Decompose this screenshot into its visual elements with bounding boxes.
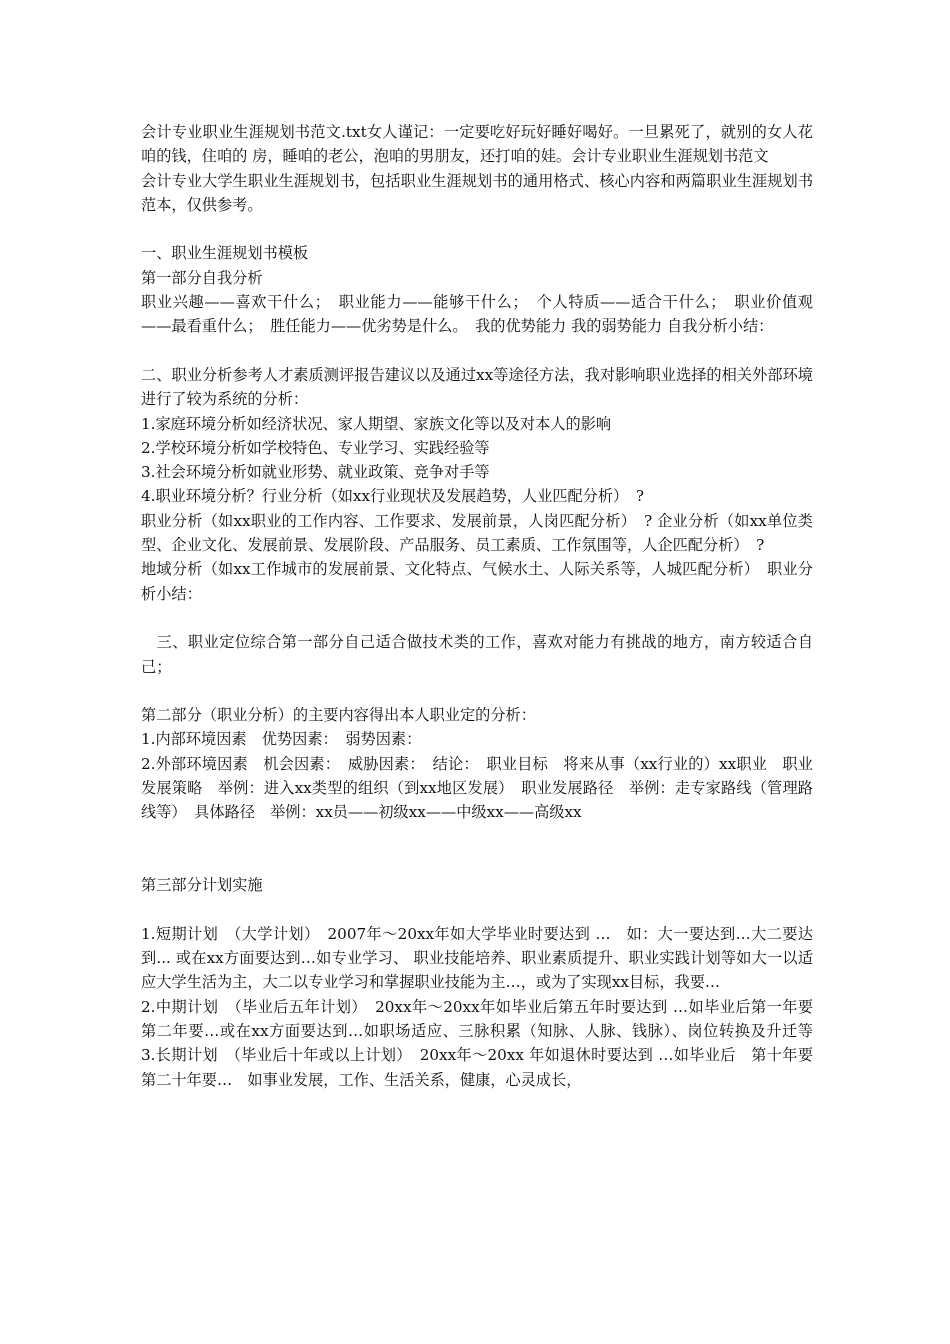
list-item: 3.社会环境分析如就业形势、就业政策、竞争对手等 [141, 463, 490, 482]
spacer [141, 217, 813, 241]
summary-paragraph: 会计专业大学生职业生涯规划书，包括职业生涯规划书的通用格式、核心内容和两篇职业生涯规划书范本，仅供参考。 [141, 171, 813, 214]
subsection-heading: 第一部分自我分析 [141, 268, 263, 287]
document-page [141, 120, 829, 1092]
list-item: 2.中期计划 （毕业后五年计划） 20xx年～20xx年如毕业后第五年时要达到 …如毕业后第一年要 第二年要…或在xx方面要达到…如职场适应、三脉积累（知脉、人脉、钱脉）、岗位转换及升迁等 3.长期计划 （毕业后十年或以上计划） 20xx年～20xx 年如退休时要达到 …如毕业后 第十年要 第二十年要… 如事业发展，工作、生活关系，健康，心灵成长， [141, 997, 829, 1089]
intro-paragraph: 会计专业职业生涯规划书范文.txt女人谨记：一定要吃好玩好睡好喝好。一旦累死了，就别的女人花咱的钱，住咱的 房，睡咱的老公，泡咱的男朋友，还打咱的娃。会计专业职业生涯规划书范文 [141, 123, 813, 166]
subsection-heading: 第三部分计划实施 [141, 876, 263, 895]
section-heading: 一、职业生涯规划书模板 [141, 244, 309, 263]
list-item: 1.家庭环境分析如经济状况、家人期望、家族文化等以及对本人的影响 [141, 414, 612, 433]
positioning-paragraph: 三、职业定位综合第一部分自己适合做技术类的工作，喜欢对能力有挑战的地方，南方较适合自己； [141, 633, 813, 676]
list-item: 2.外部环境因素 机会因素： 威胁因素： 结论： 职业目标 将来从事（xx行业的）xx职业 职业发展策略 举例：进入xx类型的组织（到xx地区发展） 职业发展路径 举例：走专家路线（管理路线等） 具体路径 举例：xx员——初级xx——中级xx——高级xx [141, 754, 813, 822]
region-analysis-paragraph: 地域分析（如xx工作城市的发展前景、文化特点、气候水土、人际关系等，人城匹配分析） 职业分析小结： [141, 560, 813, 603]
list-item: 1.内部环境因素 优势因素： 弱势因素： [141, 730, 422, 749]
job-analysis-paragraph: 职业分析（如xx职业的工作内容、工作要求、发展前景，人岗匹配分析） ? 企业分析（如xx单位类型、企业文化、发展前景、发展阶段、产品服务、员工素质、工作氛围等，人企匹配分析） ? [141, 511, 813, 555]
spacer [141, 339, 813, 363]
part-two-paragraph: 第二部分（职业分析）的主要内容得出本人职业定的分析： [141, 706, 536, 725]
spacer [141, 898, 813, 922]
list-item: 1.短期计划 （大学计划） 2007年～20xx年如大学毕业时要达到 … 如：大一要达到…大二要达到... 或在xx方面要达到…如专业学习、 职业技能培养、职业素质提升、职业实践计划等如大一以适应大学生活为主，大二以专业学习和掌握职业技能为主…，或为了实现xx目标，我要… [141, 924, 813, 992]
list-item: 4.职业环境分析？行业分析（如xx行业现状及发展趋势，人业匹配分析） ? [141, 487, 644, 506]
spacer [141, 679, 813, 703]
list-item: 2.学校环境分析如学校特色、专业学习、实践经验等 [141, 438, 490, 457]
spacer [141, 606, 813, 630]
career-analysis-paragraph: 二、职业分析参考人才素质测评报告建议以及通过xx等途径方法，我对影响职业选择的相关外部环境进行了较为系统的分析： [141, 365, 813, 409]
self-analysis-paragraph: 职业兴趣——喜欢干什么； 职业能力——能够干什么； 个人特质——适合干什么； 职业价值观——最看重什么； 胜任能力——优劣势是什么。 我的优势能力 我的弱势能力 自我分析小结： [141, 293, 813, 336]
spacer [141, 825, 813, 874]
